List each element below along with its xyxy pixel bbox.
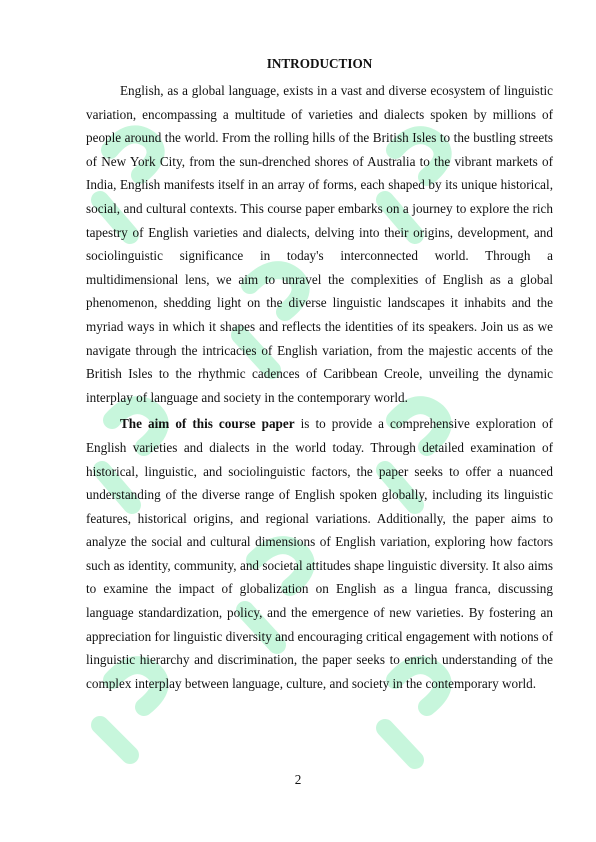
page-title: INTRODUCTION [266,56,373,71]
intro-paragraph: English, as a global language, exists in a vast and diverse ecosystem of linguistic variation, encompassing a multitude of varieties and dialects spoken by millions of people around the world. From the rolling hills of the British Isles to the bustling streets of New York City, from the sun-drenched shores of Australia to the vibrant markets of India, English manifests itself in an array of forms, each shaped by its unique historical, social, and cultural contexts. This course paper embarks on a journey to explore the rich tapestry of English varieties and dialects, delving into their origins, development, and sociolinguistic significance in today's interconnected world. Through a multidimensional lens, we aim to unravel the complexities of English as a global phenomenon, shedding light on the diverse linguistic landscapes it inhabits and the myriad ways in which it shapes and reflects the identities of its speakers. Join us as we navigate through the intricacies of English variation, from the majestic accents of the British Isles to the rhythmic cadences of Caribbean Creole, unveiling the dynamic interplay of language and society in the contemporary world. [86,83,553,405]
aim-body-text: is to provide a comprehensive exploration of English varieties and dialects in the world today. Through detailed examination of historical, linguistic, and sociolinguistic factors, the paper seeks to offer a nuanced understanding of the diverse range of English spoken globally, including its linguistic features, historical origins, and regional variations. Additionally, the paper aims to analyze the social and cultural dimensions of English variation, exploring how factors such as identity, community, and societal attitudes shape linguistic diversity. It also aims to examine the impact of globalization on English as a lingua franca, discussing language standardization, policy, and the emergence of new varieties. By fostering an appreciation for linguistic diversity and encouraging critical engagement with notions of linguistic hierarchy and discrimination, the paper seeks to enrich understanding of the complex interplay between language, culture, and society in the contemporary world. [86,416,553,691]
page-number: 2 [294,772,302,787]
page-body [86,56,553,695]
aim-paragraph [86,412,553,695]
aim-lead-text: The aim of this course paper [120,416,295,432]
